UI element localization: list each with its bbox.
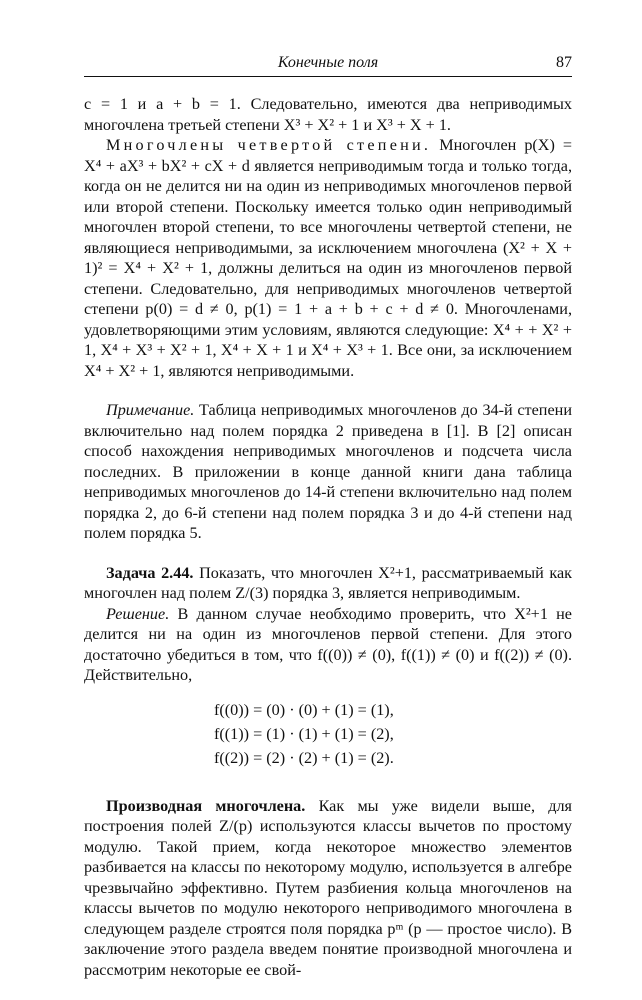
equation-f1: f((1)) = (1) · (1) + (1) = (2), (214, 724, 394, 743)
paragraph-cubic-conclusion: c = 1 и a + b = 1. Следовательно, имеются два неприводимых многочлена третьей степени X³ + X² + 1 и X³ + X + 1. (84, 95, 572, 134)
running-title: Конечные поля (277, 54, 379, 71)
page-number: 87 (556, 54, 572, 71)
equation-f2: f((2)) = (2) · (2) + (1) = (2). (214, 748, 394, 767)
paragraph-derivative (84, 796, 572, 981)
problem-text: Показать, что многочлен X²+1, рассматриваемый как многочлен над полем Z/(3) порядка 3, является неприводимым. (84, 563, 572, 602)
derivative-text: Как мы уже видели выше, для построения полей Z/(p) используются классы вычетов по простому модулю. Такой прием, когда некоторое множество элементов разбивается на классы по некоторому модулю, используется в алгебре чрезвычайно эффективно. Путем разбиения кольца многочленов на классы вычетов по модулю некоторого неприводимого многочлена в следующем разделе строятся поля порядка pᵐ (p — простое число). В заключение этого раздела введем понятие производной многочлена и рассмотрим некоторые ее свой- (84, 796, 573, 979)
solution-label: Решение. (106, 604, 170, 623)
paragraph-quartic (84, 135, 572, 381)
page-body (84, 94, 572, 980)
derivative-heading: Производная многочлена. (106, 796, 306, 815)
equation-block (214, 698, 572, 770)
page-header (84, 52, 572, 78)
quartic-text: Многочлен p(X) = X⁴ + aX³ + bX² + cX + d является неприводимым тогда и только тогда, когда он не делится ни на один из неприводимых многочленов первой или второй степени. Поскольку имеется только один неприводимый многочлен второй степени, то все многочлены четвертой степени, не являющиеся неприводимыми, за исключением многочлена (X² + X + 1)² = X⁴ + X² + 1, должны делиться на один из многочленов первой степени. Следовательно, для неприводимых многочленов четвертой степени p(0) = d ≠ 0, p(1) = 1 + a + b + c + d ≠ 0. Многочленами, удовлетворяющими этим условиям, являются следующие: X⁴ + + X² + 1, X⁴ + X³ + X² + 1, X⁴ + X + 1 и X⁴ + X³ + 1. Все они, за исключением X⁴ + X² + 1, являются неприводимыми. (84, 136, 572, 380)
paragraph-problem (84, 563, 572, 604)
paragraph-note (84, 400, 572, 544)
problem-label: Задача 2.44. (106, 563, 194, 582)
header-rule (84, 76, 572, 77)
note-text: Таблица неприводимых многочленов до 34-й степени включительно над полем порядка 2 приведена в [1]. В [2] описан способ нахождения неприводимых многочленов и подсчета числа последних. В приложении в конце данной книги дана таблица неприводимых многочленов до 14-й степени включительно над полем порядка 2, до 6-й степени над полем порядка 3 и до 4-й степени над полем порядка 5. (84, 401, 572, 542)
note-label: Примечание. (106, 401, 195, 419)
paragraph-solution (84, 604, 572, 686)
equation-f0: f((0)) = (0) · (0) + (1) = (1), (214, 700, 394, 719)
quartic-heading: Многочлены четвертой степени. (106, 136, 432, 154)
solution-text: В данном случае необходимо проверить, что X²+1 не делится ни на один из многочленов первой степени. Для этого достаточно убедиться в том, что f((0)) ≠ (0), f((1)) ≠ (0) и f((2)) ≠ (0). Действительно, (84, 604, 572, 684)
